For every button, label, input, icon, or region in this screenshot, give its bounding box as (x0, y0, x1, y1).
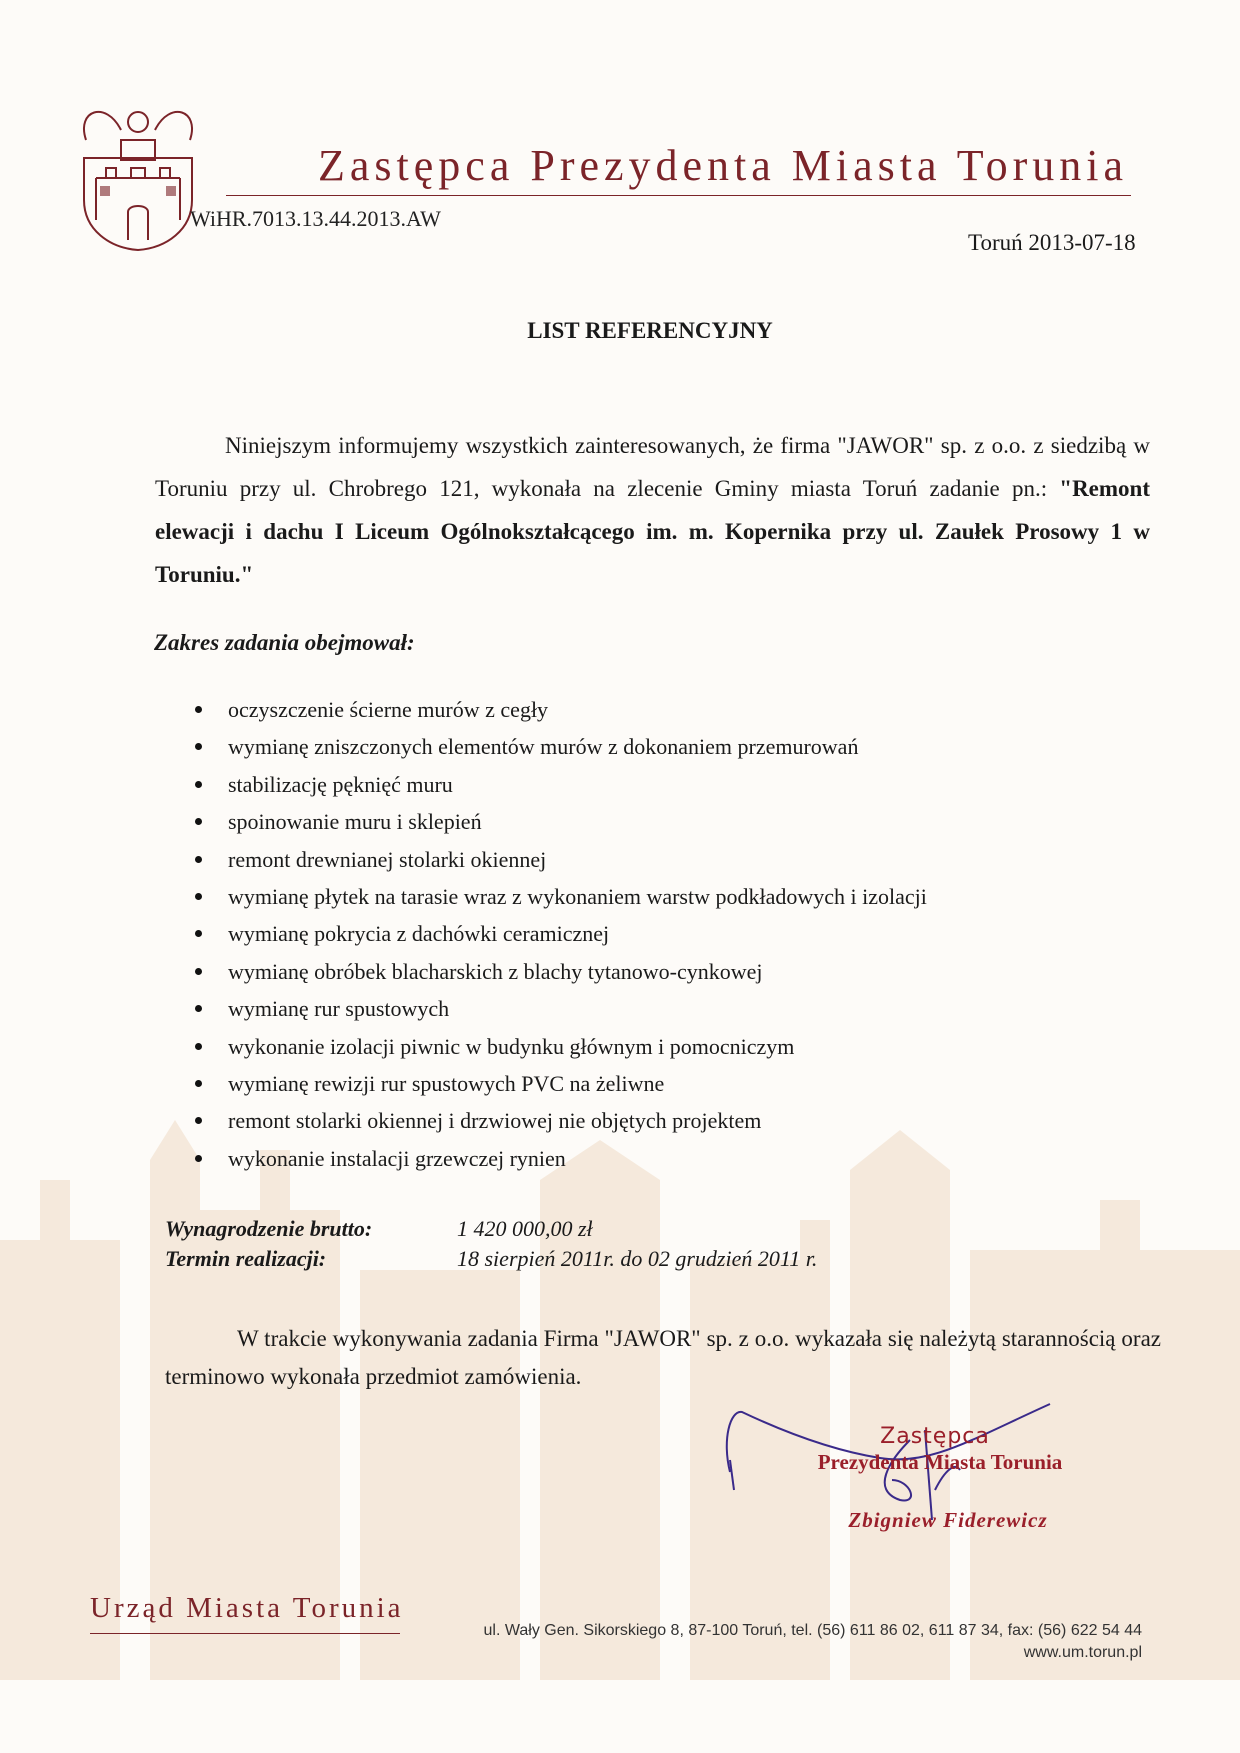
scope-item-text: wymianę płytek na tarasie wraz z wykonaniem warstw podkładowych i izolacji (228, 883, 927, 909)
bullet-icon (195, 856, 202, 863)
contract-facts (165, 1214, 817, 1274)
scope-item-text: spoinowanie muru i sklepień (228, 809, 482, 835)
scope-item-text: remont stolarki okiennej i drzwiowej nie objętych projektem (228, 1108, 762, 1134)
scope-item-text: wymianę rewizji rur spustowych PVC na żeliwne (228, 1070, 665, 1096)
scope-heading: Zakres zadania obejmował: (154, 630, 415, 655)
scope-item (195, 841, 927, 878)
gross-label: Wynagrodzenie brutto: (165, 1216, 373, 1241)
intro-text: Niniejszym informujemy wszystkich zainteresowanych, że firma "JAWOR" sp. z o.o. z siedzibą w Toruniu przy ul. Chrobrego 121, wykonała na zlecenie Gminy miasta Toruń zadanie pn.: (155, 433, 1150, 501)
scope-item (195, 766, 927, 803)
closing-paragraph: W trakcie wykonywania zadania Firma "JAWOR" sp. z o.o. wykazała się należytą starannością oraz terminowo wykonała przedmiot zamówienia. (165, 1326, 1161, 1389)
bullet-icon (195, 930, 202, 937)
introduction-paragraph (155, 424, 1150, 596)
document-date: Toruń 2013-07-18 (968, 230, 1136, 255)
scope-item-text: wymianę obróbek blacharskich z blachy tytanowo-cynkowej (228, 958, 763, 984)
office-address-block (450, 1620, 1142, 1664)
bullet-icon (195, 1155, 202, 1162)
scope-item (195, 1028, 927, 1065)
term-label: Termin realizacji: (165, 1246, 327, 1271)
stamp-title-line1: Zastępca (880, 1424, 990, 1449)
signatory-name: Zbigniew Fiderewicz (848, 1508, 1048, 1532)
office-name: Urząd Miasta Torunia (90, 1592, 404, 1624)
bullet-icon (195, 1080, 202, 1087)
issuer-title: Zastępca Prezydenta Miasta Torunia (318, 141, 1128, 190)
scope-item-text: remont drewnianej stolarki okiennej (228, 846, 547, 872)
term-value: 18 sierpień 2011r. do 02 grudzień 2011 r. (457, 1246, 818, 1271)
bullet-icon (195, 1117, 202, 1124)
term-row (165, 1244, 817, 1274)
scope-item-text: wykonanie izolacji piwnic w budynku głównym i pomocniczym (228, 1033, 795, 1059)
bullet-icon (195, 706, 202, 713)
scope-item (195, 878, 927, 915)
scope-item-text: oczyszczenie ścierne murów z cegły (228, 697, 549, 722)
scope-item (195, 1065, 927, 1102)
scope-item (195, 728, 927, 765)
bullet-icon (195, 1043, 202, 1050)
scope-item (195, 990, 927, 1027)
gross-value: 1 420 000,00 zł (457, 1216, 593, 1241)
scope-list (195, 691, 927, 1177)
gross-row (165, 1214, 817, 1244)
scope-item-text: wykonanie instalacji grzewczej rynien (228, 1145, 566, 1171)
footer-divider (90, 1633, 400, 1634)
scope-item (195, 953, 927, 990)
office-address: ul. Wały Gen. Sikorskiego 8, 87-100 Toruń, tel. (56) 611 86 02, 611 87 34, fax: (56) 622 54 44 (483, 1622, 1142, 1639)
bullet-icon (195, 1005, 202, 1012)
header-divider (226, 195, 1131, 196)
scope-item (195, 915, 927, 952)
bullet-icon (195, 781, 202, 788)
reference-number: WiHR.7013.13.44.2013.AW (190, 206, 441, 231)
scope-item (195, 691, 927, 728)
bullet-icon (195, 818, 202, 825)
task-name: "Remont elewacji i dachu I Liceum Ogólnokształcącego im. m. Kopernika przy ul. Zaułek Prosowy 1 w Toruniu." (155, 476, 1150, 587)
bullet-icon (195, 743, 202, 750)
bullet-icon (195, 968, 202, 975)
scope-item (195, 1140, 927, 1177)
office-website: www.um.torun.pl (1023, 1644, 1142, 1661)
document-title: LIST REFERENCYJNY (527, 318, 773, 343)
bullet-icon (195, 893, 202, 900)
scope-item (195, 1102, 927, 1139)
scope-item-text: wymianę pokrycia z dachówki ceramicznej (228, 921, 610, 947)
torun-coat-of-arms (76, 100, 200, 252)
scope-item-text: wymianę rur spustowych (228, 996, 450, 1022)
scope-item-text: wymianę zniszczonych elementów murów z dokonaniem przemurowań (228, 734, 859, 760)
stamp-title-line2: Prezydenta Miasta Torunia (817, 1450, 1063, 1474)
scope-item (195, 803, 927, 840)
scope-item-text: stabilizację pęknięć muru (228, 771, 453, 797)
